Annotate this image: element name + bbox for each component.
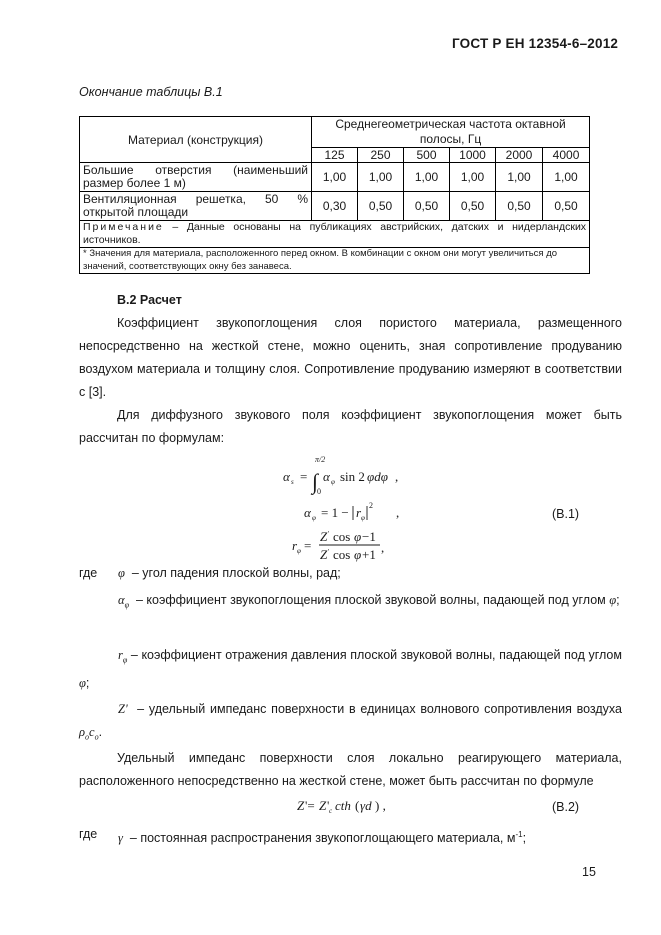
- svg-text:cos: cos: [333, 529, 351, 544]
- formula-b1: [270, 448, 430, 566]
- note-text: – Данные основаны на публикациях австрийских, датских и нидерландских источников.: [83, 221, 587, 246]
- symbol-phi: φ: [118, 566, 125, 580]
- standard-number: ГОСТ Р ЕН 12354-6–2012: [452, 36, 619, 51]
- svg-text:∫: ∫: [312, 469, 319, 494]
- svg-text:=: =: [304, 538, 312, 553]
- table-row: [80, 192, 590, 221]
- definition-r: $r_\varphi$ – коэффициент отражения давления плоской звуковой волны, падающей под углом φ;: [79, 648, 622, 690]
- svg-text:': ': [328, 548, 330, 556]
- where-label: где: [79, 566, 98, 580]
- symbol-rho-c: $\rho_oc_o$: [79, 725, 99, 742]
- symbol-z: Z': [118, 702, 128, 716]
- value-cell: 0,50: [358, 192, 404, 221]
- definition-alpha: $\alpha_\varphi$ – коэффициент звукопоглощения плоской звуковой волны, падающей под углом φ;: [118, 593, 620, 610]
- svg-text:c: c: [329, 807, 333, 815]
- svg-text:': ': [327, 798, 330, 813]
- table-caption: Окончание таблицы В.1: [79, 85, 223, 99]
- freq-cell: 250: [358, 148, 404, 163]
- definition-r-text: – коэффициент отражения давления плоской звуковой волны, падающей под углом: [130, 648, 622, 662]
- value-cell: 1,00: [358, 163, 404, 192]
- svg-text:,: ,: [395, 469, 399, 484]
- svg-text:Z: Z: [297, 798, 305, 813]
- symbol-phi: φ: [79, 675, 86, 690]
- svg-text:−1: −1: [362, 529, 376, 544]
- definition-phi-text: – угол падения плоской волны, рад;: [131, 566, 341, 580]
- header-frequency: Среднегеометрическая частота октавной полосы, Гц: [312, 117, 590, 148]
- svg-text:Z: Z: [320, 529, 328, 544]
- svg-text:0: 0: [317, 487, 321, 496]
- freq-cell: 1000: [450, 148, 496, 163]
- paragraph-3: Удельный импеданс поверхности слоя локально реагирующего материала, расположенного непосредственно на жесткой стене, может быть рассчитан по формуле: [79, 751, 622, 788]
- value-cell: 1,00: [450, 163, 496, 192]
- definition-gamma-text: – постоянная распространения звукопоглощающего материала, м: [129, 831, 516, 846]
- svg-text:r: r: [292, 538, 298, 553]
- freq-cell: 4000: [543, 148, 590, 163]
- svg-text:φ: φ: [361, 514, 365, 522]
- value-cell: 0,50: [404, 192, 450, 221]
- svg-text:γd: γd: [360, 798, 372, 813]
- svg-text:α: α: [304, 505, 311, 520]
- definition-z-text: – удельный импеданс поверхности в единицах волнового сопротивления воздуха: [137, 702, 622, 716]
- definition-alpha-text: – коэффициент звукопоглощения плоской звуковой волны, падающей под углом: [135, 593, 606, 607]
- svg-text:2: 2: [369, 501, 373, 510]
- svg-text:cth: cth: [335, 798, 351, 813]
- svg-text:=: =: [300, 469, 308, 484]
- svg-text:) ,: ) ,: [375, 798, 386, 813]
- symbol-r-phi: $r_\varphi$: [118, 648, 128, 665]
- table-footnote: * Значения для материала, расположенного перед окном. В комбинации с окном они могут увеличиться до значений, соответствующих окну без занавеса.: [80, 248, 590, 274]
- svg-text:φ: φ: [331, 478, 335, 486]
- svg-text:φdφ: φdφ: [367, 469, 388, 484]
- svg-text:sin 2: sin 2: [340, 469, 365, 484]
- svg-text:= 1 −: = 1 −: [321, 505, 349, 520]
- svg-text:cos: cos: [333, 547, 351, 562]
- table-note: [80, 221, 590, 248]
- value-cell: 1,00: [404, 163, 450, 192]
- formula-b2: [295, 794, 395, 818]
- svg-text:(: (: [355, 798, 360, 813]
- equation-number-b2: (В.2): [552, 800, 580, 814]
- where-label: где: [79, 827, 98, 841]
- definition-gamma: γ – постоянная распространения звукопоглощающего материала, $м^{-1}$;: [118, 830, 527, 846]
- freq-cell: 500: [404, 148, 450, 163]
- value-cell: 0,50: [496, 192, 543, 221]
- svg-text:,: ,: [381, 540, 385, 555]
- material-cell: Большие отверстия (наименьший размер более 1 м): [80, 163, 312, 192]
- svg-text:φ: φ: [312, 514, 316, 522]
- value-cell: 0,30: [312, 192, 358, 221]
- svg-text:r: r: [356, 505, 362, 520]
- svg-text:s: s: [291, 478, 294, 486]
- freq-cell: 125: [312, 148, 358, 163]
- svg-text:α: α: [283, 469, 290, 484]
- header-material: Материал (конструкция): [80, 117, 312, 163]
- page-number: 15: [582, 865, 596, 879]
- definition-phi: [118, 562, 621, 585]
- paragraph-2: Для диффузного звукового поля коэффициент звукопоглощения может быть рассчитан по формулам:: [79, 408, 622, 445]
- svg-text:Z: Z: [320, 547, 328, 562]
- symbol-phi: φ: [609, 593, 617, 607]
- svg-text:π/2: π/2: [315, 455, 326, 464]
- equation-number-b1: (В.1): [552, 507, 580, 521]
- svg-text:'=: '=: [305, 798, 315, 813]
- svg-text:': ': [328, 530, 330, 538]
- definition-z: Z' – удельный импеданс поверхности в единицах волнового сопротивления воздуха $\rho_oc_o$.: [79, 702, 622, 742]
- section-title: В.2 Расчет: [117, 293, 182, 307]
- svg-text:φ: φ: [354, 547, 362, 562]
- svg-text:,: ,: [396, 505, 400, 520]
- svg-text:φ: φ: [354, 529, 362, 544]
- symbol-alpha-phi: $\alpha_\varphi$: [118, 593, 129, 610]
- symbol-gamma: γ: [118, 831, 123, 846]
- svg-text:Z: Z: [319, 798, 327, 813]
- material-cell: Вентиляционная решетка, 50 % открытой площади: [80, 192, 312, 221]
- value-cell: 0,50: [450, 192, 496, 221]
- value-cell: 1,00: [543, 163, 590, 192]
- value-cell: 1,00: [496, 163, 543, 192]
- value-cell: 0,50: [543, 192, 590, 221]
- paragraph-1: Коэффициент звукопоглощения слоя пористого материала, размещенного непосредственно на жесткой стене, можно оценить, зная сопротивление продуванию воздухом материала и толщину слоя. Сопротивление продуванию измеряют в соответствии с [3].: [79, 316, 622, 399]
- value-cell: 1,00: [312, 163, 358, 192]
- svg-text:α: α: [323, 469, 330, 484]
- svg-text:+1: +1: [362, 547, 376, 562]
- svg-text:φ: φ: [297, 547, 301, 555]
- table-row: [80, 163, 590, 192]
- note-label: Примечание: [83, 221, 164, 233]
- absorption-table: [79, 116, 590, 274]
- unit-exponent: -1: [515, 830, 523, 839]
- freq-cell: 2000: [496, 148, 543, 163]
